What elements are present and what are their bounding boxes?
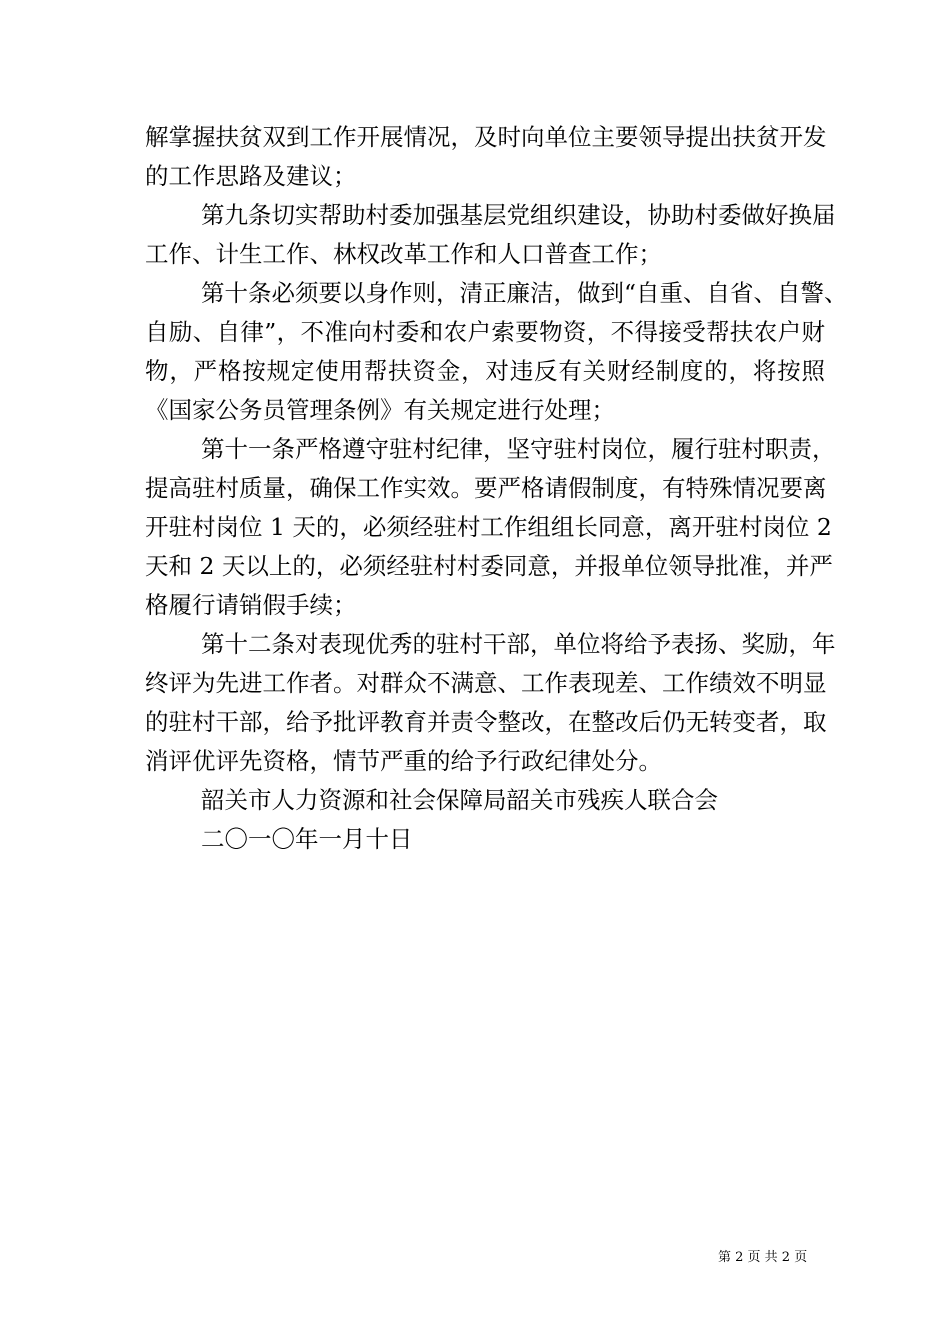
text-line: 第九条切实帮助村委加强基层党组织建设，协助村委做好换届 — [201, 201, 836, 229]
text-line: 第十二条对表现优秀的驻村干部，单位将给予表扬、奖励，年 — [201, 630, 836, 658]
paragraph-article-12 — [145, 625, 836, 781]
text-line: 第十条必须要以身作则，清正廉洁，做到“自重、自省、自警、 — [201, 279, 848, 307]
issuer-signature: 韶关市人力资源和社会保障局韶关市残疾人联合会 — [201, 786, 718, 814]
text-line: 开驻村岗位 1 天的，必须经驻村工作组组长同意，离开驻村岗位 2 — [145, 513, 832, 541]
text-line: 终评为先进工作者。对群众不满意、工作表现差、工作绩效不明显 — [145, 669, 827, 697]
paragraph-article-11 — [145, 430, 836, 625]
issue-date: 二〇一〇年一月十日 — [201, 825, 413, 853]
text-line: 消评优评先资格，情节严重的给予行政纪律处分。 — [145, 747, 662, 775]
paragraph-article-9 — [145, 196, 836, 274]
page-number-footer: 第 2 页 共 2 页 — [718, 1250, 808, 1265]
paragraph-article-10 — [145, 274, 848, 430]
text-line: 的驻村干部，给予批评教育并责令整改，在整改后仍无转变者，取 — [145, 708, 827, 736]
text-line: 自励、自律”，不准向村委和农户索要物资，不得接受帮扶农户财 — [145, 318, 825, 346]
paragraph-p1 — [145, 118, 825, 196]
document-body — [145, 118, 848, 859]
text-line: 格履行请销假手续； — [145, 591, 357, 619]
text-line: 《国家公务员管理条例》有关规定进行处理； — [145, 396, 615, 424]
text-line: 解掌握扶贫双到工作开展情况，及时向单位主要领导提出扶贫开发 — [145, 123, 827, 151]
text-line: 提高驻村质量，确保工作实效。要严格请假制度，有特殊情况要离 — [145, 474, 827, 502]
text-line: 物，严格按规定使用帮扶资金，对违反有关财经制度的，将按照 — [145, 357, 825, 385]
text-line: 的工作思路及建议； — [145, 162, 357, 190]
text-line: 天和 2 天以上的，必须经驻村村委同意，并报单位领导批准，并严 — [145, 552, 833, 580]
text-line: 第十一条严格遵守驻村纪律，坚守驻村岗位，履行驻村职责， — [201, 435, 836, 463]
text-line: 工作、计生工作、林权改革工作和人口普查工作； — [145, 240, 662, 268]
